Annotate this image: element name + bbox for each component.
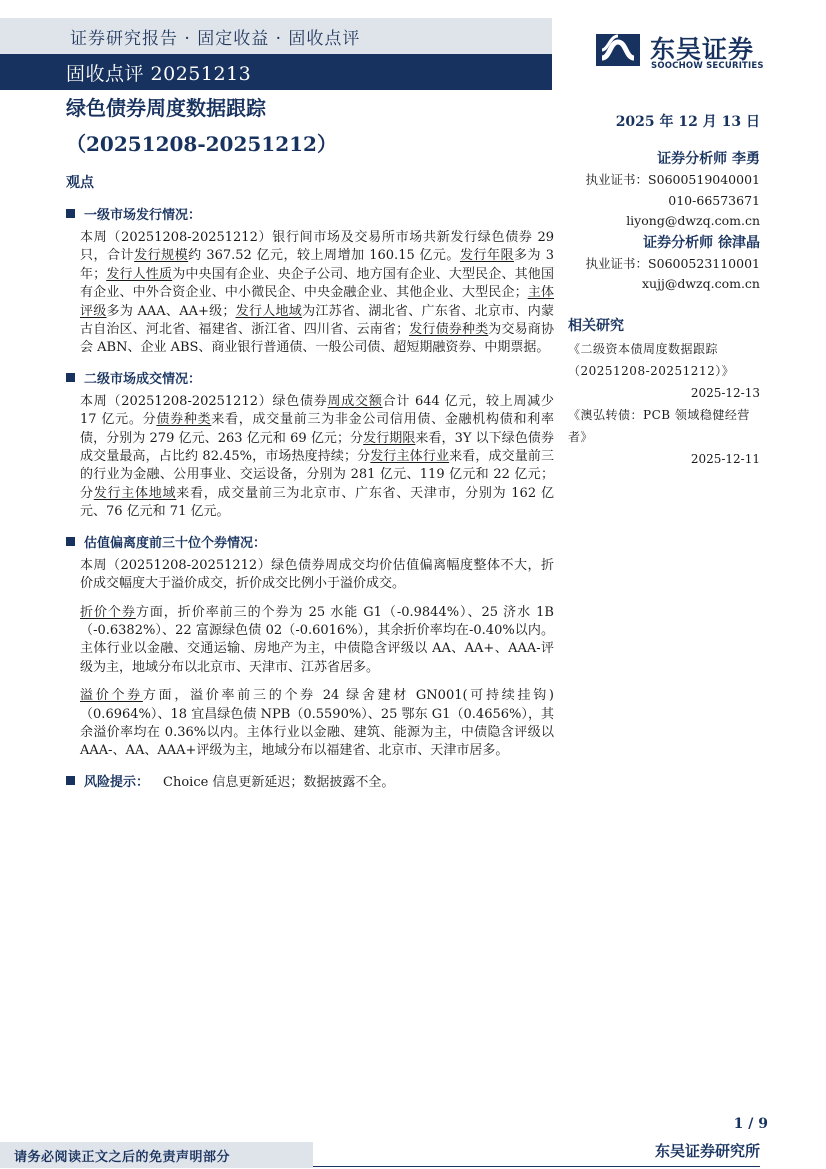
main-content bbox=[66, 170, 554, 796]
square-bullet-icon bbox=[66, 373, 75, 382]
soochow-logo-icon bbox=[596, 30, 640, 70]
company-logo bbox=[596, 30, 776, 74]
logo-text-en: SOOCHOW SECURITIES bbox=[651, 61, 764, 71]
disclaimer-bar bbox=[0, 1142, 313, 1168]
analyst-email[interactable]: xujj@dwzq.com.cn bbox=[641, 276, 760, 291]
analyst-phone: 010-66573671 bbox=[668, 192, 760, 208]
page-number: 1 / 9 bbox=[733, 1116, 768, 1132]
report-type-bar bbox=[0, 54, 552, 90]
related-item-title[interactable]: 《二级资本债周度数据跟踪 bbox=[568, 341, 719, 356]
report-period: （20251208-20251212） bbox=[66, 132, 337, 156]
analyst-name: 证券分析师 李勇 bbox=[657, 151, 760, 167]
report-date: 2025 年 12 月 13 日 bbox=[615, 114, 760, 130]
section-heading-primary-market: 一级市场发行情况： bbox=[66, 204, 554, 223]
related-item-title[interactable]: （20251208-20251212）》 bbox=[568, 363, 735, 378]
breadcrumb-bar bbox=[0, 18, 552, 54]
section-risk-warning: 风险提示： Choice 信息更新延迟；数据披露不全。 bbox=[66, 771, 554, 790]
logo-text-cn: 东吴证券 bbox=[650, 35, 755, 64]
analyst-name: 证券分析师 徐津晶 bbox=[643, 234, 760, 251]
related-item-date: 2025-12-13 bbox=[690, 385, 760, 400]
header-band bbox=[0, 18, 552, 90]
report-title: 绿色债券周度数据跟踪 bbox=[66, 96, 266, 120]
square-bullet-icon bbox=[66, 776, 75, 785]
section-heading-valuation-deviation: 估值偏离度前三十位个券情况： bbox=[66, 532, 554, 551]
paragraph-secondary-market: 本周（20251208-20251212）绿色债券周成交额合计 644 亿元，较上周减少 17 亿元。分债券种类来看，成交量前三为非金公司信用债、金融机构债和利率债，分别为 279 亿元、263 亿元和 69 亿元；分发行期限来看，3Y 以下绿色债券成交量最高，占比约 82.45%，市场热度持续；分发行主体行业来看，成交量前三的行业为金融、公用事业、交运设备，分别为 281 亿元、119 亿元和 22 亿元；分发行主体地域来看，成交量前三为北京市、广东省、天津市，分别为 162 亿元、76 亿元和 71 亿元。 bbox=[80, 393, 554, 520]
sidebar bbox=[568, 148, 760, 470]
footer-divider bbox=[313, 1166, 760, 1167]
analyst-cert: 执业证书：S0600523110001 bbox=[585, 255, 760, 271]
section-viewpoint-title: 观点 bbox=[66, 175, 94, 191]
paragraph-discount-bonds: 折价个券方面，折价率前三的个券为 25 水能 G1（-0.9844%）、25 济水 1B（-0.6382%）、22 富源绿色债 02（-0.6016%），其余折价率均在-0.40%以内。主体行业以金融、交通运输、房地产为主，中债隐含评级以 AA、AA+、AAA-评级为主，地域分布以北京市、天津市、江苏省居多。 bbox=[80, 604, 554, 675]
square-bullet-icon bbox=[66, 537, 75, 546]
analyst-email[interactable]: liyong@dwzq.com.cn bbox=[626, 213, 760, 228]
disclaimer-text[interactable]: 请务必阅读正文之后的免责声明部分 bbox=[14, 1149, 231, 1165]
breadcrumb: 证券研究报告 · 固定收益 · 固收点评 bbox=[70, 28, 361, 49]
square-bullet-icon bbox=[66, 209, 75, 218]
footer-institute: 东吴证券研究所 bbox=[654, 1142, 760, 1160]
related-research-title: 相关研究 bbox=[568, 317, 624, 334]
report-type: 固收点评 20251213 bbox=[66, 62, 252, 85]
related-item-date: 2025-12-11 bbox=[690, 451, 760, 466]
section-heading-secondary-market: 二级市场成交情况： bbox=[66, 368, 554, 387]
paragraph-premium-bonds: 溢价个券方面，溢价率前三的个券 24 绿舍建材 GN001(可持续挂钩)（0.6964%）、18 宜昌绿色债 NPB（0.5590%）、25 鄂东 G1（0.4656%），其余溢价率均在 0.36%以内。主体行业以金融、建筑、能源为主，中债隐含评级以 AAA-、AA、AAA+评级为主，地域分布以福建省、北京市、天津市居多。 bbox=[80, 688, 554, 759]
related-item-title[interactable]: 《澳弘转债：PCB 领域稳健经营者》 bbox=[568, 407, 750, 444]
paragraph-primary-market: 本周（20251208-20251212）银行间市场及交易所市场共新发行绿色债券 29 只，合计发行规模约 367.52 亿元，较上周增加 160.15 亿元。发行年限多为 3 年；发行人性质为中央国有企业、央企子公司、地方国有企业、大型民企、其他国有企业、中外合资企业、中小微民企、中央金融企业、其他企业、大型民企；主体评级多为 AAA、AA+级；发行人地域为江苏省、湖北省、广东省、北京市、内蒙古自治区、河北省、福建省、浙江省、四川省、云南省；发行债券种类为交易商协会 ABN、企业 ABS、商业银行普通债、一般公司债、超短期融资券、中期票据。 bbox=[80, 230, 554, 356]
analyst-cert: 执业证书：S0600519040001 bbox=[585, 172, 760, 187]
paragraph-valuation-summary: 本周（20251208-20251212）绿色债券周成交均价估值偏离幅度整体不大，折价成交幅度大于溢价成交，折价成交比例小于溢价成交。 bbox=[80, 557, 554, 592]
